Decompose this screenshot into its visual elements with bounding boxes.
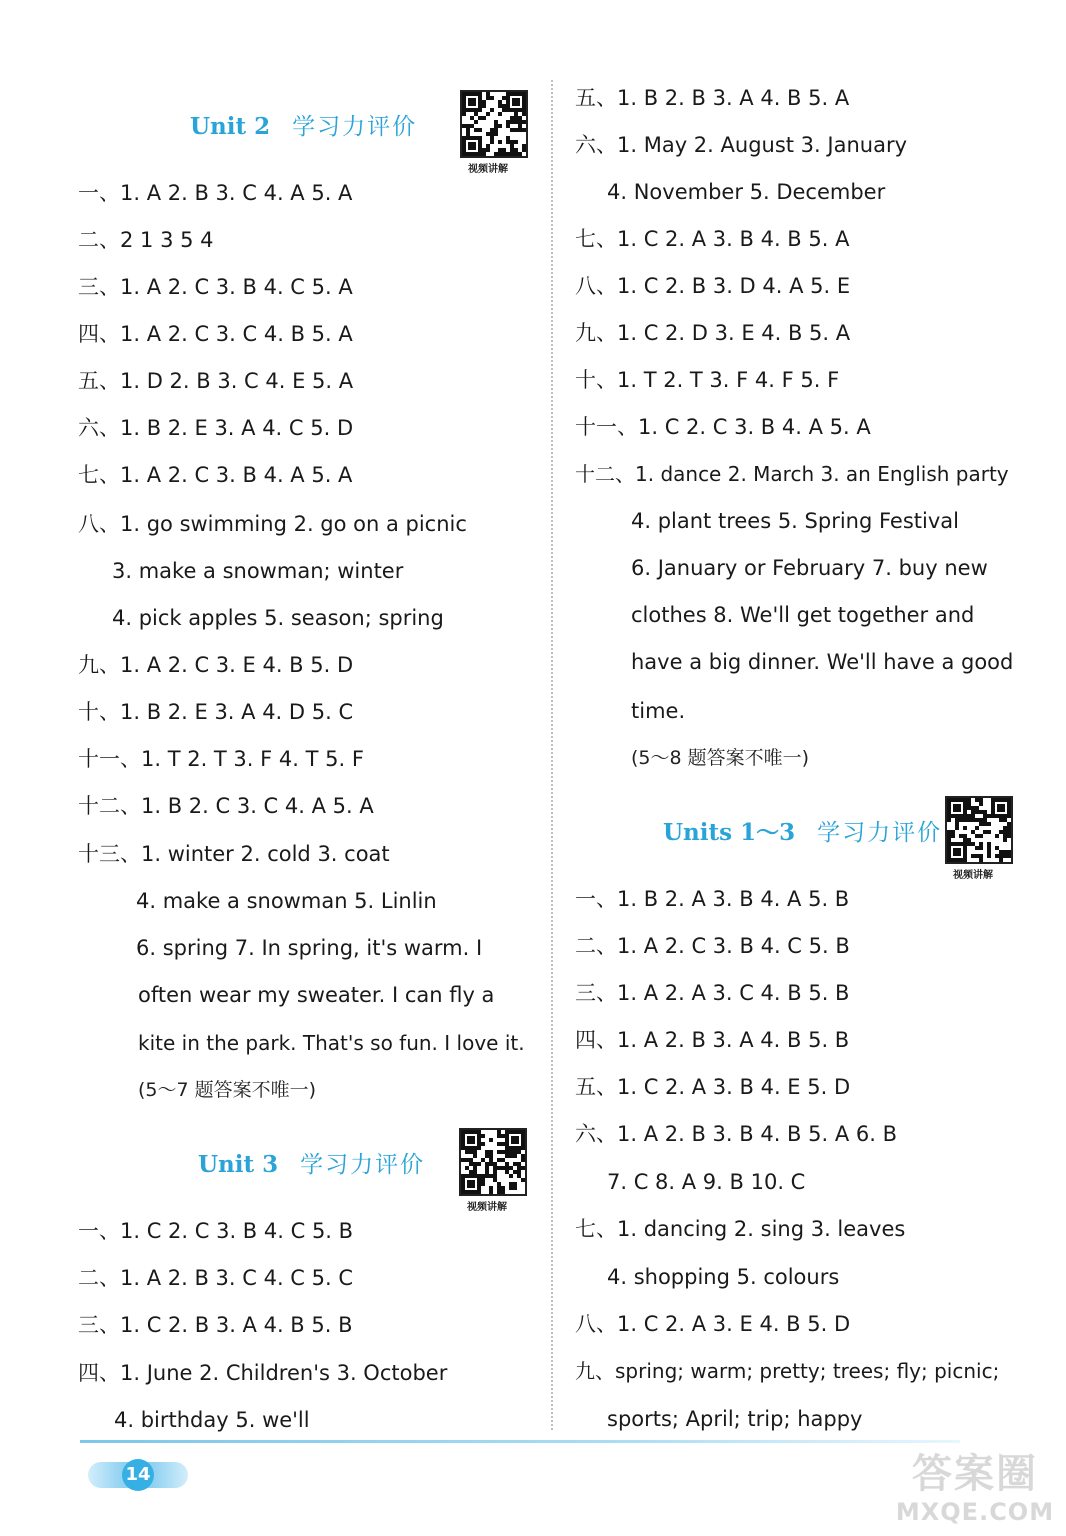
answer-line: 七、1. dancing 2. sing 3. leaves xyxy=(575,1217,906,1241)
answer-line: 四、1. A 2. C 3. C 4. B 5. A xyxy=(78,322,353,346)
answer-line: 十二、1. B 2. C 3. C 4. A 5. A xyxy=(78,794,374,818)
answer-line: 六、1. B 2. E 3. A 4. C 5. D xyxy=(78,416,354,440)
answer-line: 一、1. A 2. B 3. C 4. A 5. A xyxy=(78,181,353,205)
answer-line: 五、1. C 2. A 3. B 4. E 5. D xyxy=(575,1075,851,1099)
answer-line: 十、1. T 2. T 3. F 4. F 5. F xyxy=(575,368,840,392)
answer-line: 4. shopping 5. colours xyxy=(607,1265,840,1289)
footer-rule xyxy=(80,1440,960,1443)
answer-line: 八、1. C 2. A 3. E 4. B 5. D xyxy=(575,1312,851,1336)
answer-line: time. xyxy=(631,699,686,723)
answer-line: 一、1. B 2. A 3. B 4. A 5. B xyxy=(575,887,850,911)
answer-line: 二、2 1 3 5 4 xyxy=(78,228,214,252)
answer-line: 三、1. C 2. B 3. A 4. B 5. B xyxy=(78,1313,353,1337)
qr-label: 视频讲解 xyxy=(468,164,508,175)
answer-line: 4. plant trees 5. Spring Festival xyxy=(631,509,959,533)
answer-line: 十二、1. dance 2. March 3. an English party xyxy=(575,462,1009,486)
answer-line: 4. birthday 5. we'll xyxy=(114,1408,310,1432)
answer-line: 三、1. A 2. A 3. C 4. B 5. B xyxy=(575,981,850,1005)
answer-line: 八、1. C 2. B 3. D 4. A 5. E xyxy=(575,274,851,298)
answer-line: 五、1. D 2. B 3. C 4. E 5. A xyxy=(78,369,354,393)
answer-line: 4. pick apples 5. season; spring xyxy=(112,606,444,630)
unit2-title: Unit 2 学习力评价 xyxy=(190,113,418,140)
answer-line: have a big dinner. We'll have a good xyxy=(631,650,1014,674)
qr-label: 视频讲解 xyxy=(467,1202,507,1213)
answer-line: 六、1. May 2. August 3. January xyxy=(575,133,908,157)
answer-line: 三、1. A 2. C 3. B 4. C 5. A xyxy=(78,275,353,299)
answer-line: 十一、1. C 2. C 3. B 4. A 5. A xyxy=(575,415,871,439)
answer-line: 4. make a snowman 5. Linlin xyxy=(136,889,437,913)
answer-note: (5～8 题答案不唯一) xyxy=(631,747,810,769)
answer-line: 十一、1. T 2. T 3. F 4. T 5. F xyxy=(78,747,364,771)
answer-line: 八、1. go swimming 2. go on a picnic xyxy=(78,512,467,536)
column-divider xyxy=(551,80,553,1430)
answer-line: 九、1. A 2. C 3. E 4. B 5. D xyxy=(78,653,354,677)
answer-note: (5～7 题答案不唯一) xyxy=(138,1079,317,1101)
answer-line: 二、1. A 2. B 3. C 4. C 5. C xyxy=(78,1266,354,1290)
answer-line: 五、1. B 2. B 3. A 4. B 5. A xyxy=(575,86,850,110)
answer-line: 3. make a snowman; winter xyxy=(112,559,404,583)
qr-label: 视频讲解 xyxy=(953,870,993,881)
answer-line: 六、1. A 2. B 3. B 4. B 5. A 6. B xyxy=(575,1122,898,1146)
answer-line: clothes 8. We'll get together and xyxy=(631,603,975,627)
answer-line: kite in the park. That's so fun. I love it. xyxy=(138,1031,525,1055)
answer-line: often wear my sweater. I can fly a xyxy=(138,983,495,1007)
answer-line: 七、1. A 2. C 3. B 4. A 5. A xyxy=(78,463,353,487)
answer-line: 4. November 5. December xyxy=(607,180,886,204)
page-number: 14 xyxy=(122,1459,154,1491)
units1-3-title: Units 1～3 学习力评价 xyxy=(663,819,943,846)
answer-line: 一、1. C 2. C 3. B 4. C 5. B xyxy=(78,1219,354,1243)
unit3-title: Unit 3 学习力评价 xyxy=(198,1151,426,1178)
answer-line: 6. spring 7. In spring, it's warm. I xyxy=(136,936,483,960)
watermark-logo: 答案圈 MXQE.COM xyxy=(895,1451,1055,1526)
qr-code-icon[interactable] xyxy=(945,796,1013,864)
qr-code-icon[interactable] xyxy=(459,1128,527,1196)
answer-line: 四、1. A 2. B 3. A 4. B 5. B xyxy=(575,1028,850,1052)
answer-line: 十、1. B 2. E 3. A 4. D 5. C xyxy=(78,700,354,724)
answer-line: 6. January or February 7. buy new xyxy=(631,556,988,580)
answer-line: sports; April; trip; happy xyxy=(607,1407,863,1431)
answer-line: 七、1. C 2. A 3. B 4. B 5. A xyxy=(575,227,850,251)
answer-line: 7. C 8. A 9. B 10. C xyxy=(607,1170,806,1194)
qr-code-icon[interactable] xyxy=(460,90,528,158)
answer-line: 四、1. June 2. Children's 3. October xyxy=(78,1361,448,1385)
answer-line: 十三、1. winter 2. cold 3. coat xyxy=(78,842,390,866)
answer-line: 九、spring; warm; pretty; trees; fly; picnic; xyxy=(575,1359,1000,1383)
answer-line: 九、1. C 2. D 3. E 4. B 5. A xyxy=(575,321,851,345)
answer-line: 二、1. A 2. C 3. B 4. C 5. B xyxy=(575,934,850,958)
